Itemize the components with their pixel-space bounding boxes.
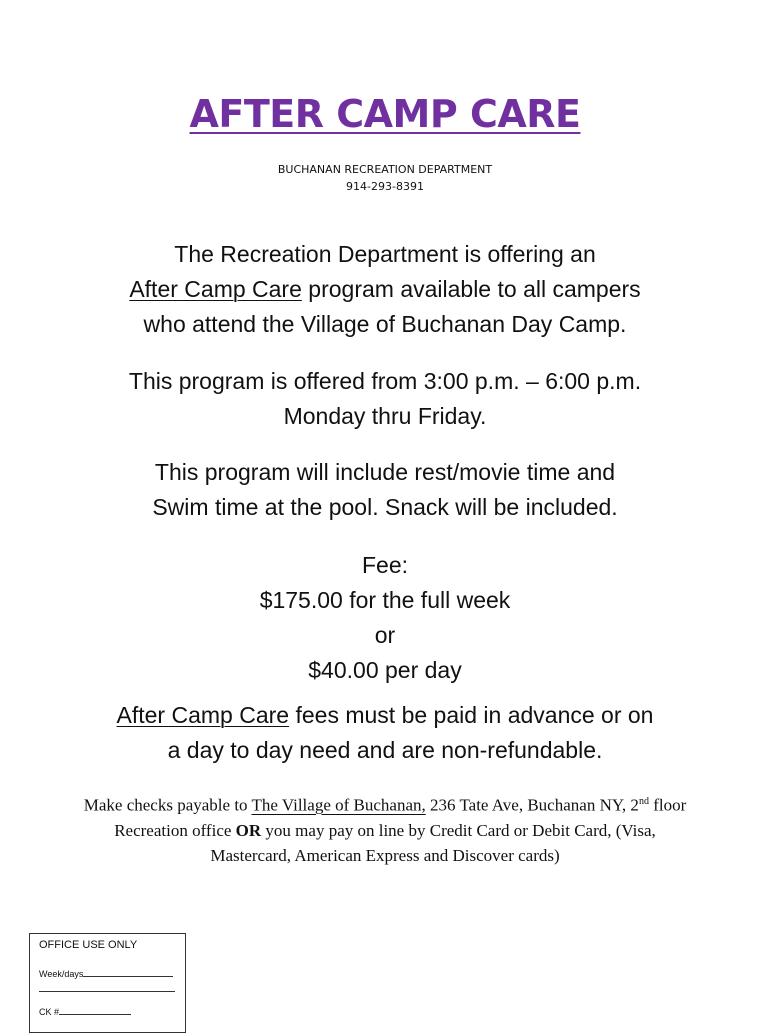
phone-number: 914-293-8391	[346, 180, 424, 193]
payee-name: The Village of Buchanan,	[251, 795, 426, 815]
payment-instructions	[80, 789, 690, 868]
payment-address: 236 Tate Ave, Buchanan NY, 2	[425, 795, 639, 815]
check-number-field	[39, 1005, 131, 1017]
floor-superscript: nd	[638, 796, 649, 807]
intro-paragraph	[60, 237, 710, 342]
fee-section	[60, 548, 710, 688]
program-name: After Camp Care	[129, 276, 302, 302]
check-number-blank	[59, 1005, 131, 1015]
intro-line-3: who attend the Village of Buchanan Day Camp.	[143, 311, 627, 337]
week-days-blank	[83, 967, 173, 977]
activities-line-2: Swim time at the pool. Snack will be included.	[152, 494, 618, 520]
intro-line-2	[60, 272, 710, 307]
week-days-label: Week/days	[39, 969, 84, 979]
intro-line-2-rest: program available to all campers	[301, 276, 641, 302]
week-days-field	[39, 967, 173, 979]
hours-line-1: This program is offered from 3:00 p.m. – 6:00 p.m.	[128, 368, 642, 394]
policy-line-2: a day to day need and are non-refundable.	[167, 737, 603, 763]
fee-or: or	[374, 622, 396, 648]
office-rule-line	[39, 991, 175, 992]
office-use-box	[29, 933, 186, 1033]
organization-info	[0, 161, 770, 195]
office-use-title: OFFICE USE ONLY	[39, 939, 138, 951]
fee-daily: $40.00 per day	[308, 657, 462, 683]
payment-online: you may pay on line by Credit Card or Debit Card, (Visa, Mastercard, American Express and Discover cards)	[210, 820, 656, 865]
payment-prefix: Make checks payable to	[83, 795, 252, 815]
hours-line-2: Monday thru Friday.	[283, 403, 487, 429]
check-number-label: CK #	[39, 1007, 60, 1017]
hours-paragraph	[60, 364, 710, 434]
intro-line-1: The Recreation Department is offering an	[174, 241, 596, 267]
department-name: BUCHANAN RECREATION DEPARTMENT	[277, 163, 493, 176]
fee-label: Fee:	[361, 552, 409, 578]
payment-office: floor Recreation office	[114, 795, 687, 840]
page-title: AFTER CAMP CARE	[189, 92, 581, 136]
activities-paragraph	[60, 455, 710, 525]
fee-weekly: $175.00 for the full week	[259, 587, 511, 613]
activities-line-1: This program will include rest/movie time and	[154, 459, 616, 485]
policy-paragraph	[60, 698, 710, 768]
policy-line-1-rest: fees must be paid in advance or on	[289, 702, 654, 728]
policy-program-name: After Camp Care	[116, 702, 290, 728]
payment-or: OR	[235, 820, 262, 840]
policy-line-1	[60, 698, 710, 733]
